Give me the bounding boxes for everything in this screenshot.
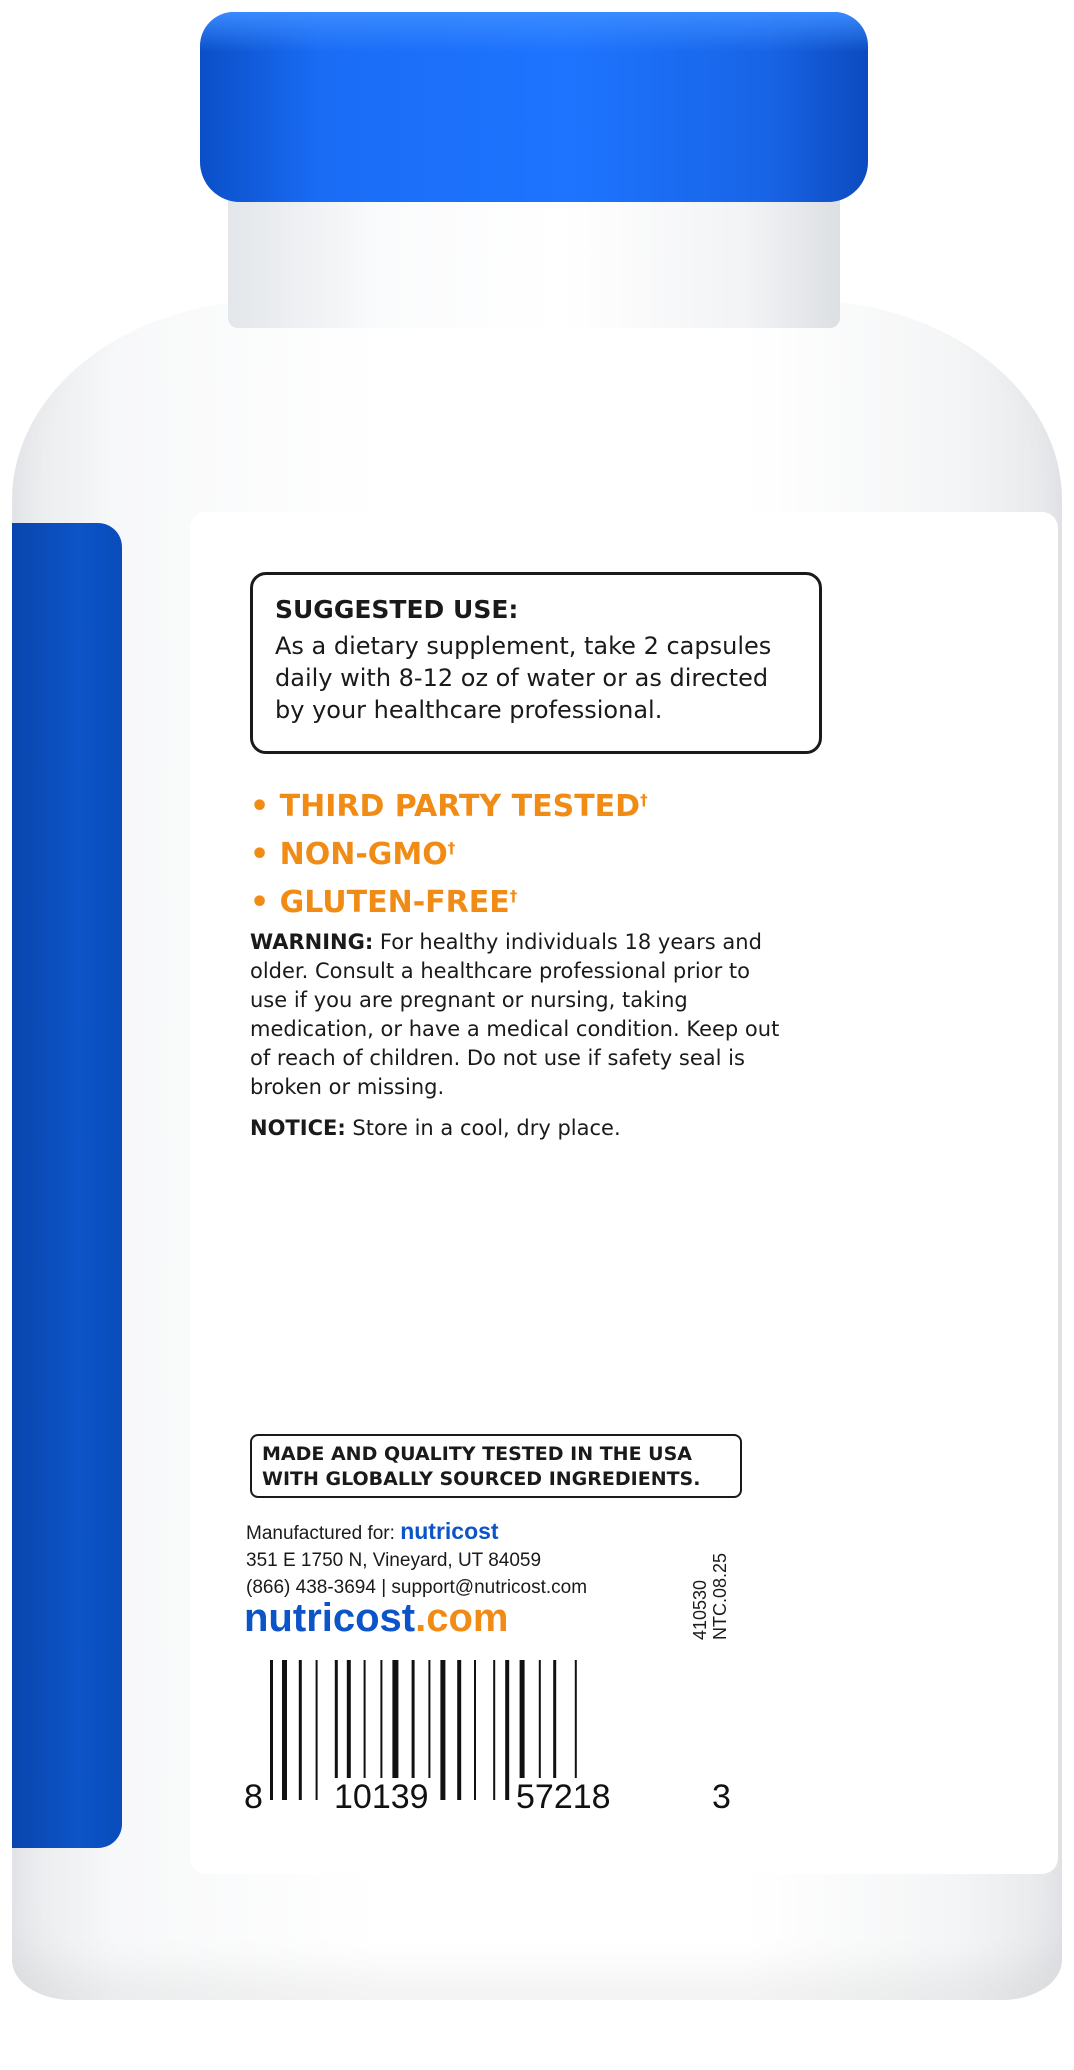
manufacturer-address: 351 E 1750 N, Vineyard, UT 84059 [246, 1550, 542, 1571]
suggested-use-box [250, 572, 822, 754]
manufacturer-info [246, 1518, 587, 1601]
barcode-digit: 8 [240, 1778, 267, 1817]
suggested-use-title: SUGGESTED USE: [275, 595, 519, 624]
manufacturer-prefix: Manufactured for: [246, 1523, 401, 1544]
suggested-use-line: daily with 8-12 oz of water or as directed [275, 664, 769, 692]
warning-label: WARNING: [250, 930, 374, 954]
made-in-line: MADE AND QUALITY TESTED IN THE USA [262, 1443, 692, 1465]
barcode-digit: 3 [708, 1778, 735, 1817]
lot-code: 410530 NTC.08.25 [690, 1552, 730, 1640]
suggested-use-line: As a dietary supplement, take 2 capsules [275, 632, 772, 660]
website-url: nutricost.com [244, 1596, 509, 1640]
suggested-use-line: by your healthcare professional. [275, 696, 663, 724]
bottle-cap [200, 12, 868, 202]
bottle-neck [228, 188, 840, 328]
notice-text: NOTICE: Store in a cool, dry place. [250, 1116, 621, 1140]
label-side-stripe [12, 523, 122, 1848]
claim-item: • NON-GMO† [250, 837, 456, 872]
cap-highlight [200, 12, 868, 52]
barcode-digit: 10139 [330, 1778, 433, 1817]
brand-logo-small: nutricost [400, 1518, 499, 1544]
made-in-line: WITH GLOBALLY SOURCED INGREDIENTS. [262, 1468, 701, 1490]
warning-text: WARNING: For healthy individuals 18 years and older. Consult a healthcare professional prior to use if you are pregnant or nursing, taking medication, or have a medical condition. Keep out of reach of children. Do not use if safety seal is broken or missing. [250, 930, 780, 1099]
notice-label: NOTICE: [250, 1116, 346, 1140]
claims-list [250, 776, 648, 920]
barcode-digit: 57218 [512, 1778, 615, 1817]
manufacturer-contact: (866) 438-3694 | support@nutricost.com [246, 1577, 588, 1598]
claim-item: • THIRD PARTY TESTED† [250, 789, 648, 824]
claim-item: • GLUTEN-FREE† [250, 885, 518, 920]
made-in-usa-box [250, 1434, 742, 1498]
